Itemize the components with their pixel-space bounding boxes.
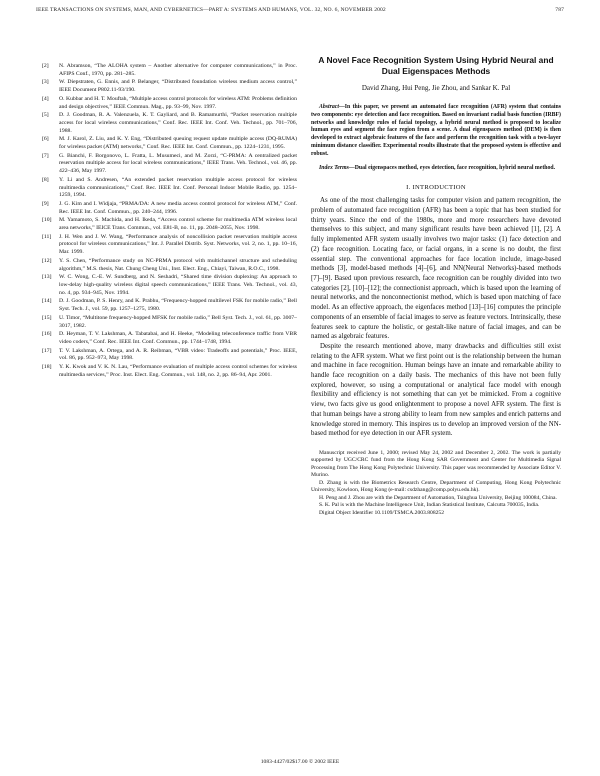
reference-number: [15] — [42, 314, 52, 321]
reference-item — [42, 96, 297, 111]
abstract-label: Abstract— — [319, 104, 345, 110]
page-number: 787 — [555, 7, 564, 13]
reference-number: [18] — [42, 364, 52, 371]
reference-number: [14] — [42, 298, 52, 305]
reference-item — [42, 79, 297, 94]
reference-text: D. J. Goodman, R. A. Valenzuela, K. T. Gayliard, and B. Ramamurthi, “Packet reservation multiple access for local wireless communications,” Conf. Rec. IEEE Int. Conf. Veh. Technol., pp. 701–706, 1988. — [59, 112, 297, 134]
footnote: Digital Object Identifier 10.1109/TSMCA.2003.808252 — [319, 509, 445, 516]
reference-text: G. Bianchi, F. Borgonovo, L. Fratta, L. Musumeci, and M. Zorzi, “C-PRMA: A centralized packet reservation multiple access for local wireless communications,” IEEE Trans. Veh. Technol., vol. 46, pp. 422–436, May 1997. — [59, 152, 297, 175]
reference-text: J. H. Wen and J. W. Wang, “Performance analysis of noncollision packet reservation multiple access protocol for wireless communications,” Int. J. Parallel Distrib. Syst. Networks, vol. 2, no. 1, pp. 10–16, Mar. 1999. — [59, 233, 297, 256]
reference-number: [8] — [42, 176, 49, 183]
index-terms-label: Index Terms— — [319, 164, 355, 171]
reference-item — [42, 348, 297, 363]
reference-text: Y. Li and S. Andresen, “An extended packet reservation multiple access protocol for wireless multimedia communications,” Conf. Rec. IEEE Int. Conf. Personal Indoor Mobile Radio, pp. 1254–1259, 1994. — [59, 176, 297, 199]
reference-number: [17] — [42, 347, 52, 354]
running-header — [36, 7, 564, 19]
reference-item — [42, 298, 297, 313]
reference-text: T. V. Lakshman, A. Ortega, and A. R. Reibman, “VBR video: Tradeoffs and potentials,” Proc. IEEE, vol. 86, pp. 952–973, May 1998. — [59, 347, 297, 362]
paper-authors: David Zhang, Hui Peng, Jie Zhou, and Sankar K. Pal — [361, 84, 511, 92]
reference-item — [42, 274, 297, 297]
reference-number: [13] — [42, 274, 52, 281]
index-terms-text: Dual eigenspaces method, eyes detection, face recognition, hybrid neural method. — [354, 164, 556, 171]
copyright-footer: 1083-4427/02$17.00 © 2002 IEEE — [260, 759, 340, 765]
reference-text: U. Timor, “Multitone frequency-hopped MFSK for mobile radio,” Bell Syst. Tech. J., vol. 61, pp. 3007–3017, 1982. — [59, 314, 297, 329]
reference-text: M. Yamamoto, S. Machida, and H. Ikeda, “Access control scheme for multimedia ATM wireless local area networks,” IEICE Trans. Commun., vol. E81-B, no. 11, pp. 2048–2055, Nov. 1998. — [59, 217, 297, 232]
reference-number: [10] — [42, 217, 52, 224]
reference-text: D. J. Goodman, P. S. Henry, and K. Prabhu, “Frequency-hopped multilevel FSK for mobile radio,” Bell Syst. Tech. J., vol. 59, pp. 1257–1275, 1980. — [59, 298, 297, 313]
reference-number: [6] — [42, 136, 49, 143]
article-column — [311, 55, 561, 517]
reference-item — [42, 364, 297, 379]
body-paragraph: As one of the most challenging tasks for computer vision and pattern recognition, the problem of automated face recognition (AFR) has been a topic that has been studied for thirty years. Since the end of the 1980s, more and more researchers have devoted themselves to this subject, and many significant results have been achieved [1], [2]. A fully implemented AFR system usually involves two major tasks: (1) face detection and (2) face recognition. Locating face, or facial organs, in a scene is no doubt, the first essential step. The conventional approaches for face location include, image-based methods [3], model-based methods [4]–[6], and NN(Neural Networks)-based methods [7]–[9]. Based upon previous research, face recognition can be roughly divided into two categories [2], [10]–[12]; the connectionist approach, which is based upon the learning of neural networks, and the nonconnectionist method, which is based upon matching of face model. As an effective approach, the eigenfaces method [13]–[16] computes the principle components of an ensemble of facial images to serve as feature vectors. Intrinsically, these features seek to capture the holistic, or gestalt-like nature of facial images, and can be named as algebraic features. — [311, 197, 561, 341]
footnote: Manuscript received June 1, 2000; revised May 24, 2002 and December 2, 2002. The work is partially supported by UGC/CRC fund from the Hong Kong SAR Government and Center for Multimedia Signal Processing from The Hong Kong Polytechnic University. This paper was recommended by Associate Editor V. Murino. — [311, 449, 561, 479]
body-paragraph: Despite the research mentioned above, many drawbacks and difficulties still exist relating to the AFR system. What we first point out is the relationship between the human and machine in face recognition. Human beings have an innate and remarkable ability to handle face recognition on a daily basis. The mechanics of this have not been fully explored, however, so using a computational or analytical face model with enough flexibility and efficiency is not something that can yet be mimicked. From a cognitive view, two facts give us good enlightenment to propose a novel AFR system. The first is that human beings have a strong ability to learn from new samples and enrich patterns and knowledge stored in memory. This inspires us to develop an improved version of the NN-based method for eye detection in our AFR system. — [311, 342, 561, 438]
reference-item — [42, 315, 297, 330]
reference-number: [3] — [42, 79, 49, 86]
reference-item — [42, 63, 297, 78]
footnote: D. Zhang is with the Biometrics Research Centre, Department of Computing, Hong Kong Polytechnic University, Kowloon, Hong Kong (e-mail: csdzhang@comp.polyu.edu.hk). — [311, 479, 561, 494]
reference-text: D. Heyman, T. V. Lakshman, A. Tabatabai, and H. Heeke, “Modeling teleconference traffic from VBR video coders,” Conf. Rec. IEEE Int. Conf. Commun., pp. 1744–1748, 1994. — [59, 331, 297, 345]
reference-text: W. Diepstraten, G. Ennis, and P. Belanger, “Distributed foundation wireless medium access control,” IEEE Document P802.11-93/190. — [59, 79, 297, 94]
footnote: H. Peng and J. Zhou are with the Department of Automation, Tsinghua University, Beijing 100084, China. — [319, 494, 557, 501]
running-title: IEEE TRANSACTIONS ON SYSTEMS, MAN, AND CYBERNETICS—PART A: SYSTEMS AND HUMANS, VOL. 32, NO. 6, NOVEMBER 2002 — [36, 7, 386, 13]
reference-text: Y. K. Kwok and V. K. N. Lau, “Performance evaluation of multiple access control schemes for wireless multimedia services,” Proc. Inst. Elect. Eng. Commun., vol. 148, no. 2, pp. 86–94, Apr. 2001. — [59, 364, 297, 378]
reference-text: J. G. Kim and I. Widjaja, “PRMA/DA: A new media access control protocol for wireless ATM,” Conf. Rec. IEEE Int. Conf. Commun., pp. 240–244, 1996. — [59, 200, 297, 215]
abstract — [311, 104, 561, 159]
references-list — [42, 63, 297, 380]
reference-item — [42, 234, 297, 257]
reference-number: [16] — [42, 331, 52, 338]
reference-number: [4] — [42, 95, 49, 102]
reference-number: [5] — [42, 112, 49, 119]
reference-number: [12] — [42, 257, 52, 264]
reference-item — [42, 177, 297, 200]
section-heading: I. INTRODUCTION — [406, 184, 466, 192]
index-terms — [311, 165, 561, 173]
reference-item — [42, 201, 297, 216]
reference-number: [11] — [42, 233, 52, 240]
reference-text: O. Kubbar and H. T. Mouftah, “Multiple access control protocols for wireless ATM: Problems definition and design objectives,” IEEE Commun. Mag., pp. 93–99, Nov. 1997. — [59, 95, 297, 110]
paper-title: A Novel Face Recognition System Using Hybrid Neural and Dual Eigenspaces Methods — [318, 55, 554, 76]
reference-item — [42, 217, 297, 232]
reference-text: W. C. Wong, C.-E. W. Sundberg, and N. Seshadri, “Shared time division duplexing: An approach to low-delay high-quality wireless digital speech communications,” IEEE Trans. Veh. Technol., vol. 43, no. 4, pp. 934–945, Nov. 1994. — [59, 274, 297, 296]
reference-text: M. J. Karol, Z. Liu, and K. Y. Eng, “Distributed queuing request update multiple access (DQ-RUMA) for wireless packet (ATM) networks,” Conf. Rec. IEEE Int. Conf. Commun., pp. 1224–1231, 1995. — [59, 136, 297, 151]
reference-item — [42, 258, 297, 273]
footnote: S. K. Pal is with the Machine Intelligence Unit, Indian Statistical Institute, Calcutta 700035, India. — [319, 502, 540, 509]
reference-number: [7] — [42, 152, 49, 159]
reference-item — [42, 331, 297, 346]
reference-number: [9] — [42, 200, 49, 207]
reference-number: [2] — [42, 63, 49, 69]
abstract-text: In this paper, we present an automated face recognition (AFR) system that contains two components: eye detection and face recognition. Based on invariant radial basis function (IRBF) networks and knowledge rules of facial topology, a hybrid neural method is proposed to localize human eyes and segment the face region from a scene. A dual eigenspaces method (DEM) is then developed to extract algebraic features of the face and perform the recognition task with a two-layer minimum distance classifier. Experimental results illustrate that the proposed system is effective and robust. — [311, 104, 561, 157]
reference-item — [42, 136, 297, 151]
footnotes — [311, 450, 561, 518]
reference-text: Y. S. Chen, “Performance study on NC-PRMA protocol with multichannel structure and scheduling algorithm,” M.S. thesis, Nat. Chung Cheng Uni., Inst. Elect. Eng., Chiayi, Taiwan, R.O.C., 1998. — [59, 257, 297, 272]
reference-item — [42, 153, 297, 176]
reference-text: N. Abramson, “The ALOHA system – Another alternative for computer communications,” in Proc. AFIPS Conf., 1970, pp. 281–285. — [59, 63, 297, 77]
reference-item — [42, 112, 297, 135]
